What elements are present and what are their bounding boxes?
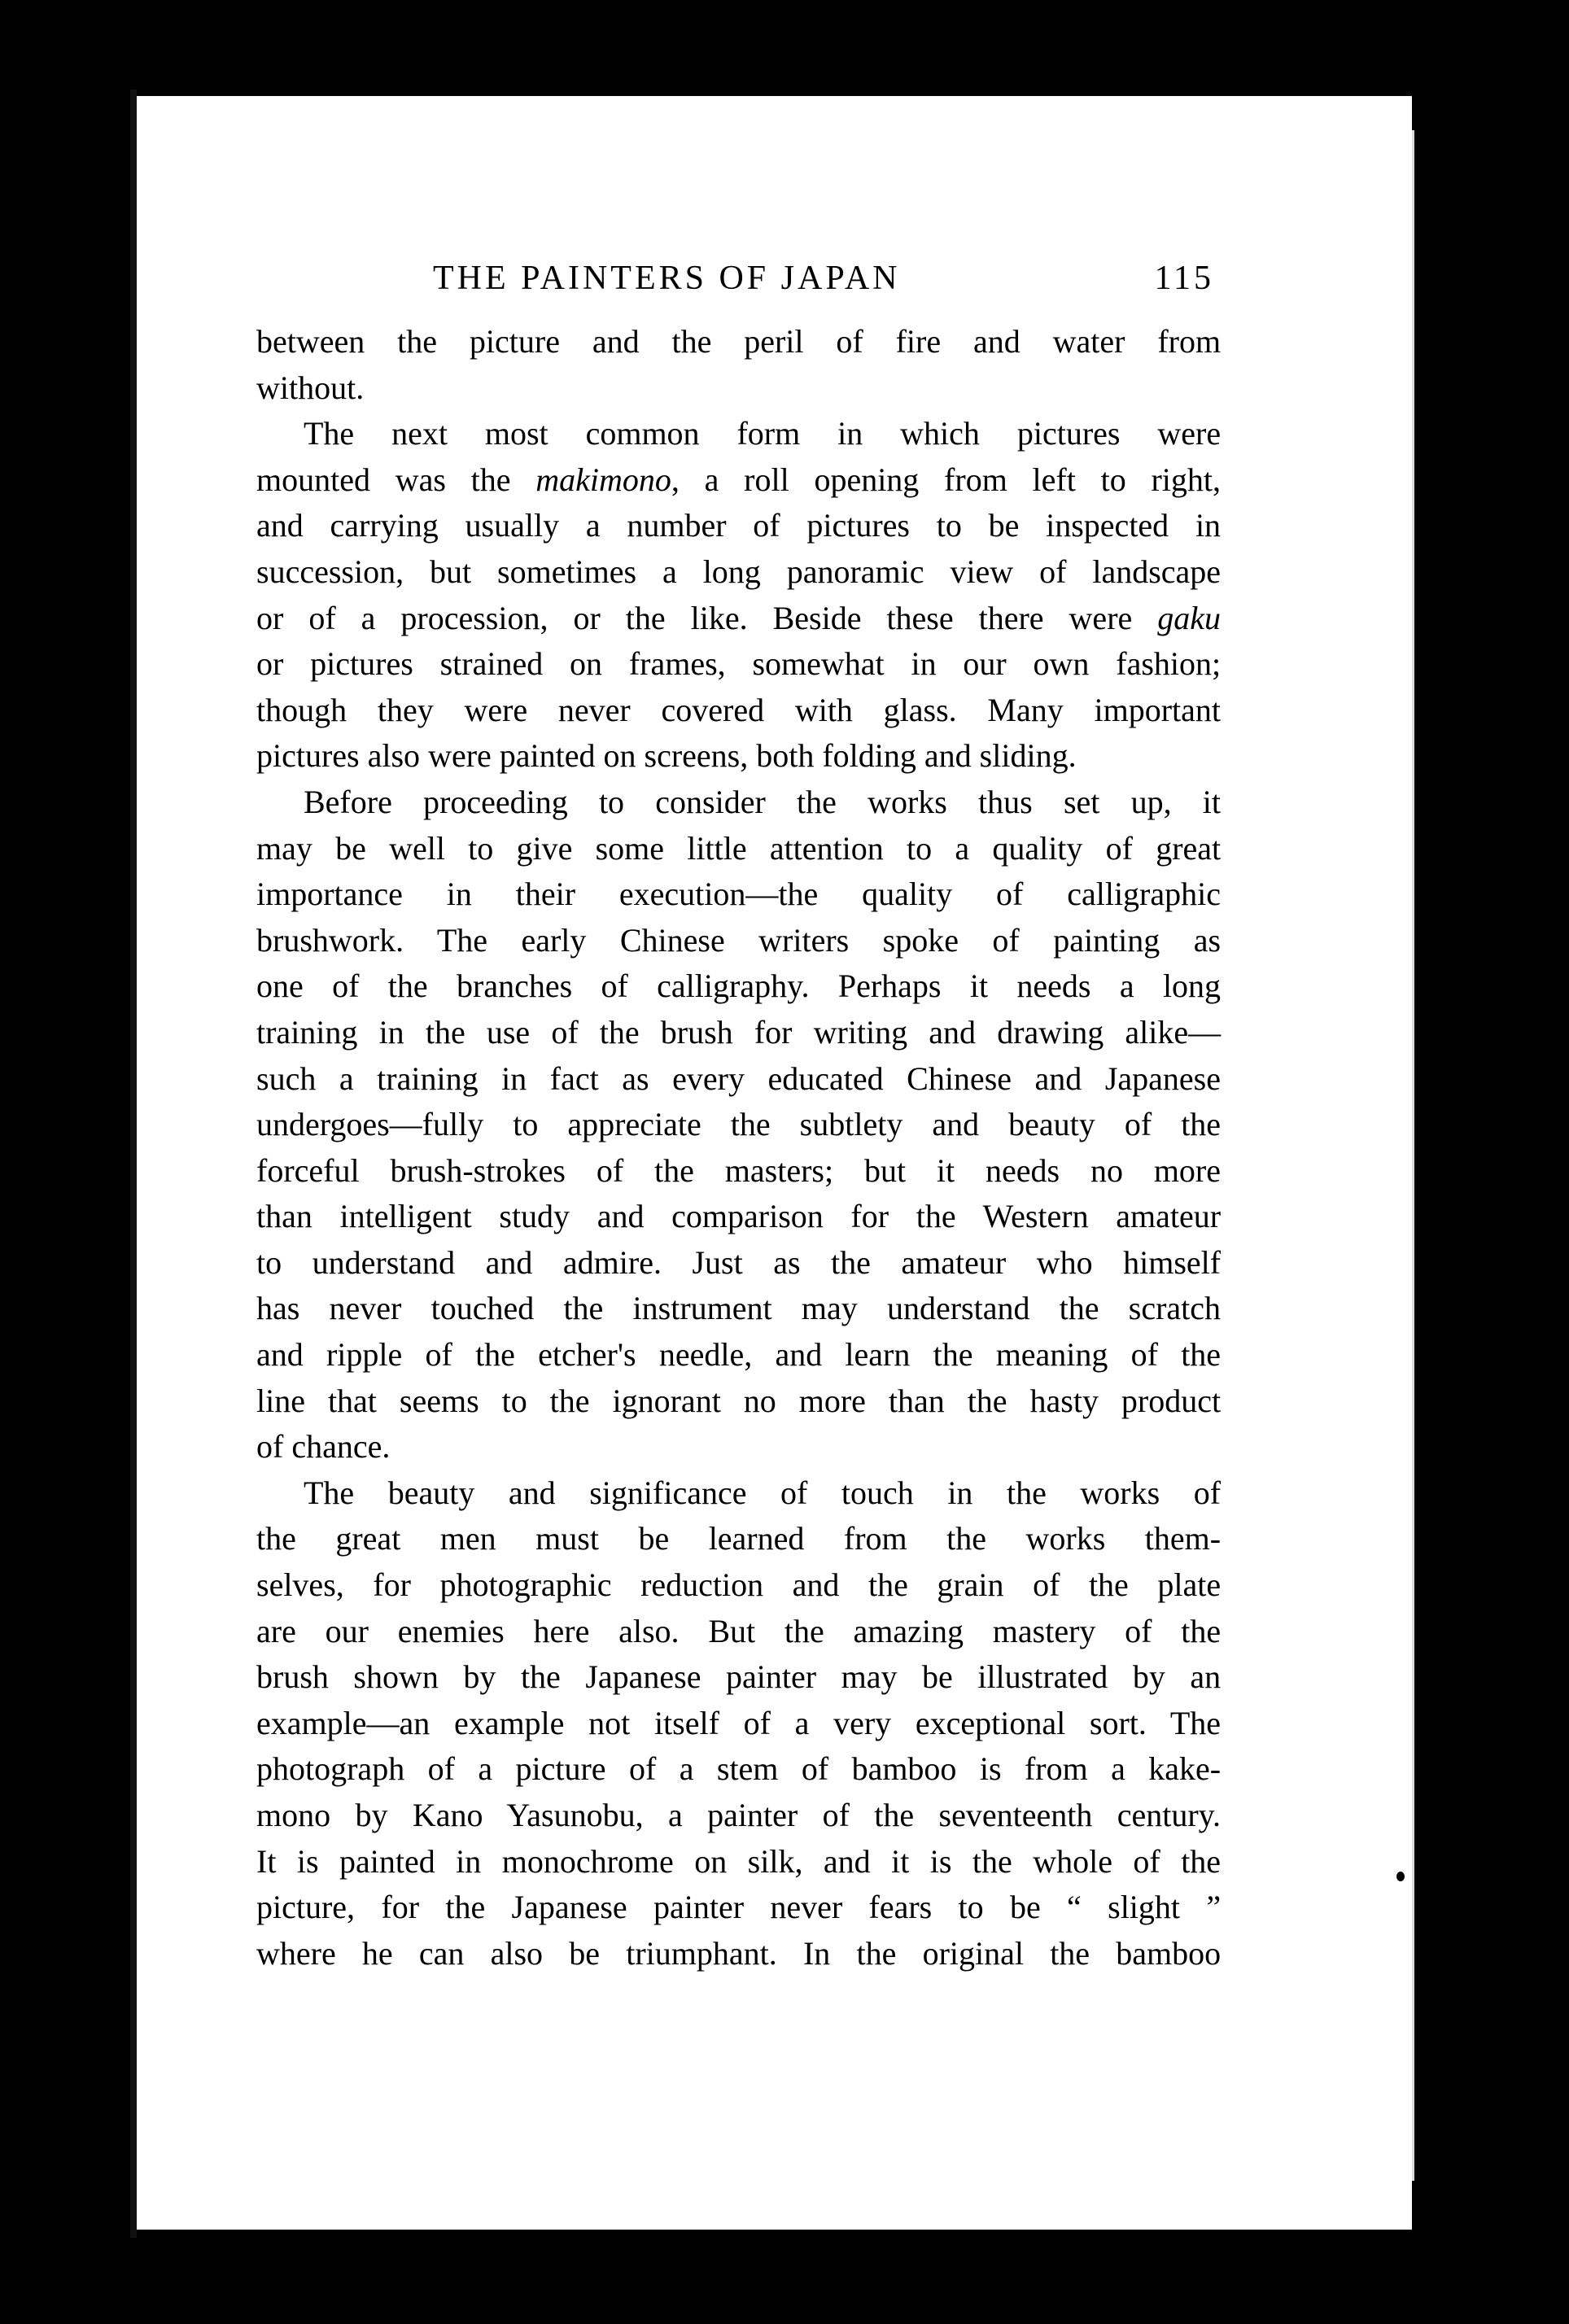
- running-title: THE PAINTERS OF JAPAN: [433, 260, 901, 297]
- text-line: to understand and admire. Just as the amateur who himself: [256, 1243, 1222, 1281]
- text-line: and carrying usually a number of pictures to be inspected in: [256, 507, 1222, 544]
- scan-speck: [1396, 1872, 1405, 1881]
- text-line: has never touched the instrument may understand the scratch: [256, 1290, 1222, 1327]
- text-line: training in the use of the brush for writing and drawing alike—: [256, 1013, 1222, 1051]
- text-line: brush shown by the Japanese painter may be illustrated by an: [256, 1658, 1222, 1696]
- text-line: It is painted in monochrome on silk, and it is the whole of the: [256, 1842, 1222, 1880]
- text-line: mono by Kano Yasunobu, a painter of the seventeenth century.: [256, 1797, 1222, 1833]
- text-line: without.: [256, 369, 365, 406]
- text-line: selves, for photographic reduction and the grain of the plate: [256, 1566, 1222, 1604]
- text-line: brushwork. The early Chinese writers spoke of painting as: [256, 921, 1222, 959]
- text-line: or of a procession, or the like. Beside these there were gaku: [256, 599, 1222, 636]
- text-line: or pictures strained on frames, somewhat in our own fashion;: [256, 645, 1222, 683]
- text-line: the great men must be learned from the works them-: [256, 1520, 1222, 1557]
- page-number: 115: [1154, 260, 1214, 297]
- text-line: line that seems to the ignorant no more than the hasty product: [256, 1382, 1222, 1419]
- text-line: one of the branches of calligraphy. Perhaps it needs a long: [256, 968, 1222, 1005]
- text-line: of chance.: [256, 1428, 391, 1466]
- text-line: though they were never covered with glass. Many important: [256, 691, 1221, 728]
- text-line: picture, for the Japanese painter never fears to be “ slight ”: [256, 1889, 1222, 1926]
- text-line: importance in their execution—the quality of calligraphic: [256, 876, 1221, 913]
- text-line: undergoes—fully to appreciate the subtlety and beauty of the: [256, 1106, 1222, 1143]
- text-line: pictures also were painted on screens, both folding and sliding.: [256, 737, 1077, 775]
- text-line: Before proceeding to consider the works thus set up, it: [304, 783, 1222, 820]
- text-line: The beauty and significance of touch in the works of: [304, 1474, 1222, 1511]
- text-line: example—an example not itself of a very exceptional sort. The: [256, 1704, 1222, 1741]
- text-line: where he can also be triumphant. In the original the bamboo: [256, 1934, 1222, 1972]
- text-line: mounted was the makimono, a roll opening from left to right,: [256, 461, 1221, 498]
- text-line: are our enemies here also. But the amazing mastery of the: [256, 1612, 1222, 1649]
- text-line: such a training in fact as every educated Chinese and Japanese: [256, 1059, 1221, 1097]
- text-line: than intelligent study and comparison for the Western amateur: [256, 1198, 1222, 1235]
- text-line: between the picture and the peril of fire and water from: [256, 323, 1222, 360]
- text-line: may be well to give some little attention to a quality of great: [256, 829, 1222, 867]
- page-right-edge: [1412, 130, 1437, 2181]
- text-line: forceful brush-strokes of the masters; but it needs no more: [256, 1151, 1221, 1189]
- text-line: photograph of a picture of a stem of bamboo is from a kake-: [256, 1750, 1222, 1788]
- text-line: succession, but sometimes a long panoramic view of landscape: [256, 553, 1222, 590]
- page-gutter-edge: [130, 90, 137, 2238]
- text-line: and ripple of the etcher's needle, and learn the meaning of the: [256, 1336, 1222, 1374]
- text-line: The next most common form in which pictures were: [304, 415, 1222, 452]
- running-header: [433, 259, 1214, 308]
- body-text: [256, 319, 1221, 1977]
